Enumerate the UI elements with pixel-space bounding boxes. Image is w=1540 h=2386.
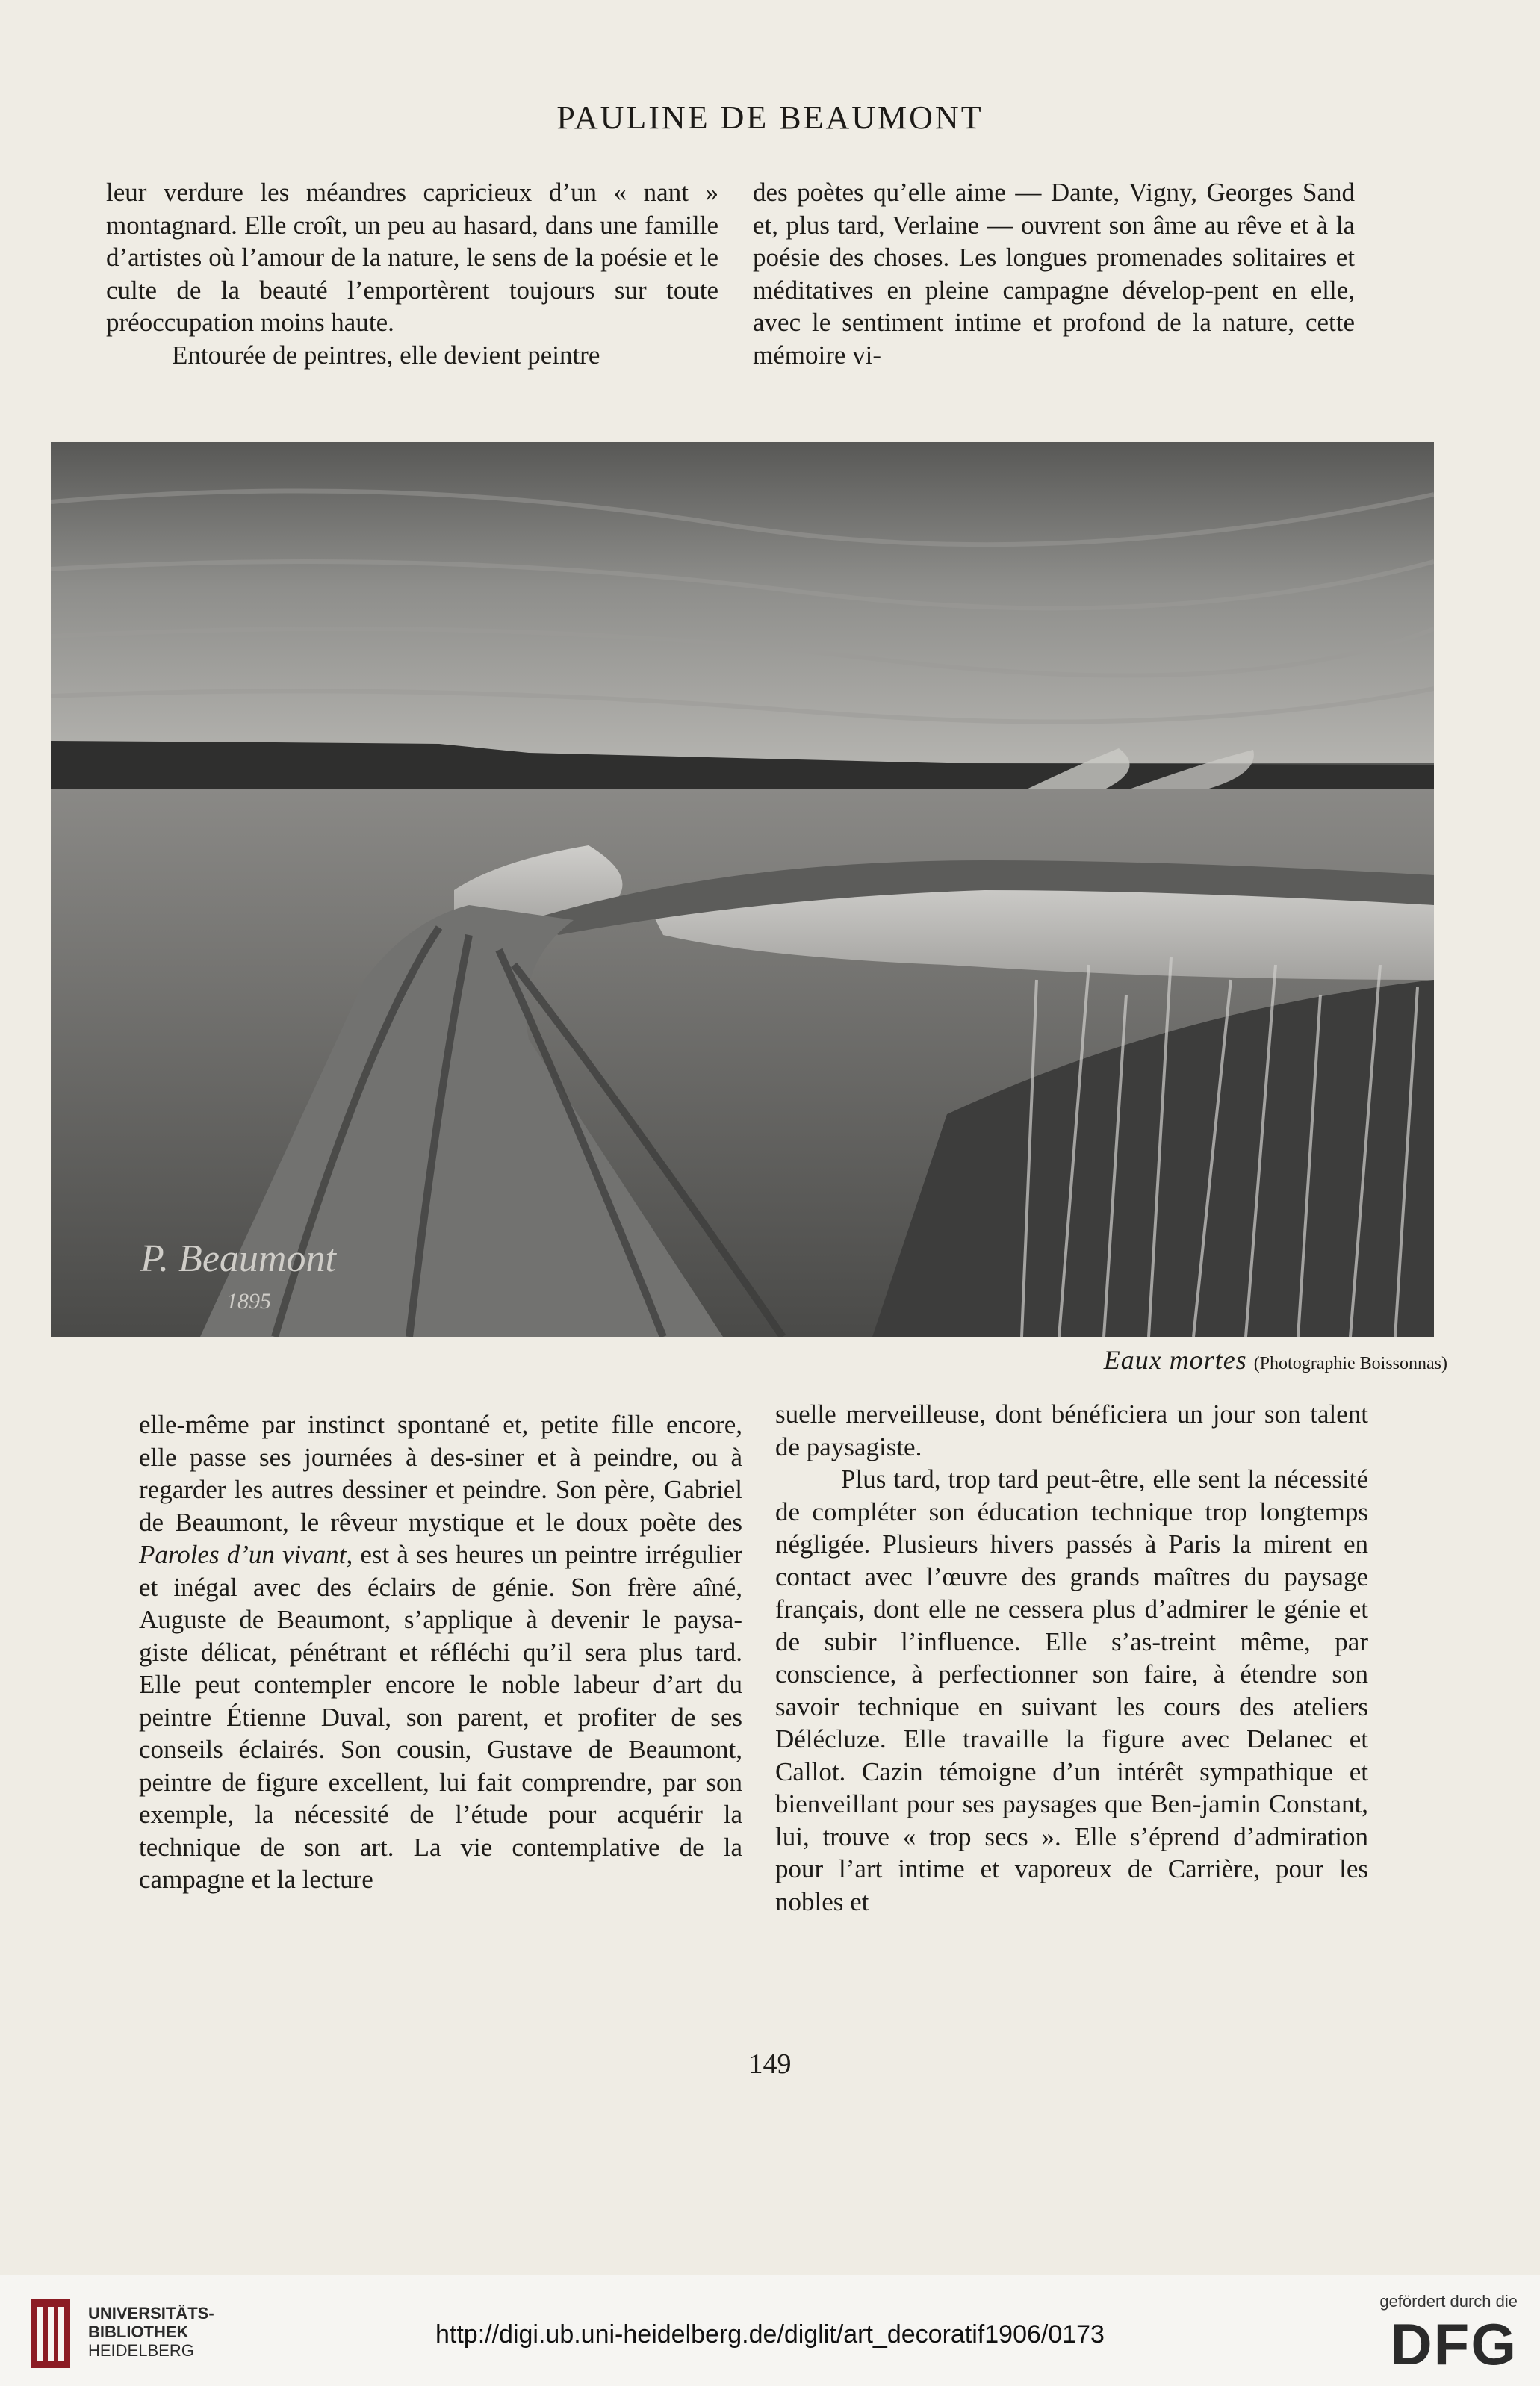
library-name-line: BIBLIOTHEK <box>88 2323 189 2341</box>
plate-caption <box>1104 1344 1447 1376</box>
funder-label: gefördert durch die <box>1379 2292 1518 2311</box>
paragraph-text: elle-même par instinct spontané et, petite fille encore, elle passe ses journées à des-siner et à peindre, ou à regarder les autres dessiner et peindre. Son père, Gabriel de Beaumont, le rêveur mystique et le doux poète des <box>139 1410 742 1537</box>
paragraph: suelle merveilleuse, dont bénéficiera un jour son talent de paysagiste. <box>775 1399 1368 1461</box>
paragraph <box>139 1408 742 1896</box>
column-top-right <box>753 176 1355 423</box>
paragraph: des poètes qu’elle aime — Dante, Vigny, Georges Sand et, plus tard, Verlaine — ouvrent son âme au rêve et à la poésie des choses. Les longues promenades solitaires et méditatives en pleine campagne dévelop-pent en elle, avec le sentiment intime et profond de la nature, cette mémoire vi- <box>753 178 1355 370</box>
library-name-line: UNIVERSITÄTS- <box>88 2304 214 2323</box>
library-name-line: HEIDELBERG <box>88 2341 194 2360</box>
caption-title: Eaux mortes <box>1103 1345 1247 1375</box>
column-bottom-right <box>775 1398 1368 1918</box>
running-title: PAULINE DE BEAUMONT <box>556 99 984 136</box>
page-number: 149 <box>748 2048 792 2080</box>
paragraph: Entourée de peintres, elle devient peintre <box>172 340 600 370</box>
painting-signature-date: 1895 <box>226 1289 271 1314</box>
paragraph: leur verdure les méandres capricieux d’un « nant » montagnard. Elle croît, un peu au hasard, dans une famille d’artistes où l’amour de la nature, le sens de la poésie et le culte de la beauté l’emportèrent toujours sur toute préoccupation moins haute. <box>106 178 718 337</box>
painting-signature: P. Beaumont <box>140 1237 336 1280</box>
painting-plate <box>51 442 1434 1337</box>
digitization-footer <box>0 2275 1540 2386</box>
painting-image <box>51 442 1434 1337</box>
paragraph: Plus tard, trop tard peut-être, elle sent la nécessité de compléter son éducation technique trop longtemps négligée. Plusieurs hivers passés à Paris la mirent en contact avec l’œuvre des grands maîtres du paysage français, dont elle ne cessera plus d’admirer le génie et de subir l’influence. Elle s’as-treint même, par conscience, à perfectionner son faire, à étendre son savoir technique en suivant les cours des ateliers Délécluze. Elle travaille la figure avec Delanec et Callot. Cazin témoigne d’un intérêt sympathique et bienveillant pour ses paysages que Ben-jamin Constant, lui, trouve « trop secs ». Elle s’éprend d’admiration pour l’art intime et vaporeux de Carrière, pour les nobles et <box>775 1464 1368 1916</box>
column-top-left <box>106 176 718 423</box>
caption-credit: (Photographie Boissonnas) <box>1253 1354 1447 1373</box>
book-title: Paroles d’un vivant <box>139 1540 347 1569</box>
permalink-url[interactable]: http://digi.ub.uni-heidelberg.de/diglit/art_decoratif1906/0173 <box>435 2320 1105 2349</box>
column-bottom-left <box>139 1408 742 1896</box>
paragraph-text: , est à ses heures un peintre irrégulier et inégal avec des éclairs de génie. Son frère aîné, Auguste de Beaumont, s’applique à devenir le paysa-giste délicat, pénétrant et réfléchi qu’il sera plus tard. Elle peut contempler encore le noble labeur d’art du peintre Étienne Duval, son parent, et profiter de ses conseils éclairés. Son cousin, Gustave de Beaumont, peintre de figure excellent, lui fait comprendre, par son exemple, la nécessité de l’étude pour acquérir la technique de son art. La vie contemplative de la campagne et la lecture <box>139 1540 742 1894</box>
dfg-logo: DFG <box>1390 2311 1518 2377</box>
